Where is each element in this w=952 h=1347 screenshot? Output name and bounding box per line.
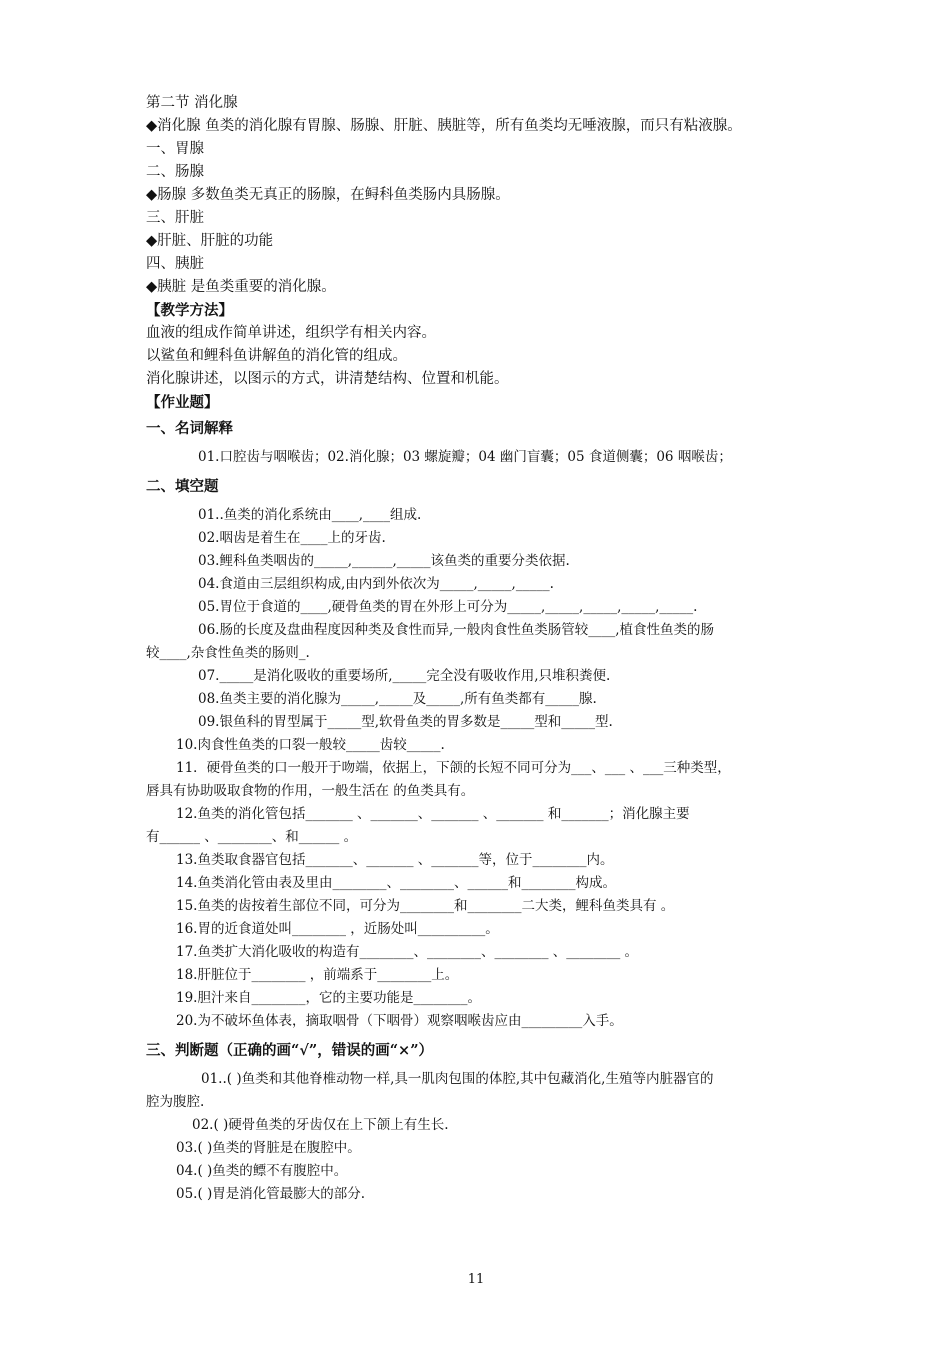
item-pancreas-desc: ◆胰脏 是鱼类重要的消化腺。 — [146, 279, 336, 295]
teaching-heading: 【教学方法】 — [146, 302, 233, 319]
document-page — [146, 92, 816, 1206]
fill-question: 17.鱼类扩大消化吸收的构造有________、________、________ 、________ 。 — [176, 944, 639, 960]
fill-question: 15.鱼类的齿按着生部位不同，可分为________和________二大类，鲤科鱼类具有 。 — [176, 898, 675, 914]
judge-question: 05.( )胃是消化管最膨大的部分. — [176, 1186, 366, 1202]
judge-question: 02.( )硬骨鱼类的牙齿仅在上下颌上有生长. — [192, 1117, 449, 1133]
intro-paragraph: ◆消化腺 鱼类的消化腺有胃腺、肠腺、肝脏、胰脏等，所有鱼类均无唾液腺，而只有粘液腺。 — [146, 118, 742, 134]
fill-question: 01..鱼类的消化系统由____,____组成. — [198, 507, 422, 523]
fill-question: 03.鲤科鱼类咽齿的_____,______,_____该鱼类的重要分类依据. — [198, 553, 570, 569]
fill-question: 08.鱼类主要的消化腺为_____,_____及_____,所有鱼类都有_____腺. — [198, 691, 597, 707]
fill-question: 06.肠的长度及盘曲程度因种类及食性而异,一般肉食性鱼类肠管较____,植食性鱼类的肠 — [198, 622, 715, 638]
item-intestinal-gland: 二、肠腺 — [146, 164, 204, 180]
fill-question: 10.肉食性鱼类的口裂一般较_____齿较_____. — [176, 737, 445, 753]
judge-heading: 三、判断题（正确的画“√”，错误的画“×”） — [146, 1042, 434, 1059]
terms-line: 01.口腔齿与咽喉齿；02.消化腺；03 螺旋瓣；04 幽门盲囊；05 食道侧囊；06 咽喉齿； — [198, 449, 732, 465]
fill-question: 09.银鱼科的胃型属于_____型,软骨鱼类的胃多数是_____型和_____型. — [198, 714, 613, 730]
fill-question-cont: 较____,杂食性鱼类的肠则_. — [146, 645, 310, 661]
fill-question: 02.咽齿是着生在____上的牙齿. — [198, 530, 386, 546]
judge-question: 04.( )鱼类的鳔不有腹腔中。 — [176, 1163, 348, 1179]
judge-question-cont: 腔为腹腔. — [146, 1094, 205, 1110]
page-number: 11 — [467, 1272, 485, 1287]
fill-question: 16.胃的近食道处叫________ ，近肠处叫__________。 — [176, 921, 499, 937]
judge-question: 03.( )鱼类的肾脏是在腹腔中。 — [176, 1140, 361, 1156]
item-stomach-gland: 一、胃腺 — [146, 141, 204, 157]
fill-question: 13.鱼类取食器官包括_______、_______ 、_______等，位于________内。 — [176, 852, 614, 868]
fill-question: 14.鱼类消化管由表及里由________、________、______和________构成。 — [176, 875, 616, 891]
fill-question: 12.鱼类的消化管包括_______ 、_______、_______ 、_______ 和_______；消化腺主要 — [176, 806, 690, 822]
teaching-line: 消化腺讲述，以图示的方式，讲清楚结构、位置和机能。 — [146, 371, 509, 387]
fill-heading: 二、填空题 — [146, 478, 219, 495]
fill-question: 04.食道由三层组织构成,由内到外依次为_____,_____,_____. — [198, 576, 554, 592]
homework-heading: 【作业题】 — [146, 394, 219, 411]
fill-question-cont: 有______ 、________、和______ 。 — [146, 829, 358, 845]
teaching-line: 以鲨鱼和鲤科鱼讲解鱼的消化管的组成。 — [146, 348, 407, 364]
fill-question: 11．硬骨鱼类的口一般开于吻端，依据上，下颌的长短不同可分为___、___ 、___三种类型， — [176, 760, 731, 776]
item-liver: 三、肝脏 — [146, 210, 204, 226]
section-title: 第二节 消化腺 — [146, 95, 238, 111]
terms-heading: 一、名词解释 — [146, 420, 233, 437]
item-pancreas: 四、胰脏 — [146, 256, 204, 272]
item-liver-desc: ◆肝脏、肝脏的功能 — [146, 233, 274, 249]
fill-question: 05.胃位于食道的____,硬骨鱼类的胃在外形上可分为_____,_____,_____,_____,_____. — [198, 599, 698, 615]
fill-question: 20.为不破坏鱼体表，摘取咽骨（下咽骨）观察咽喉齿应由_________入手。 — [176, 1013, 623, 1029]
fill-question: 18.肝脏位于________ ，前端系于________上。 — [176, 967, 459, 983]
fill-question: 19.胆汁来自________，它的主要功能是________。 — [176, 990, 481, 1006]
item-intestinal-gland-desc: ◆肠腺 多数鱼类无真正的肠腺，在鲟科鱼类肠内具肠腺。 — [146, 187, 510, 203]
fill-question: 07._____是消化吸收的重要场所,_____完全没有吸收作用,只堆积粪便. — [198, 668, 611, 684]
fill-question-cont: 唇具有协助吸取食物的作用，一般生活在 的鱼类具有。 — [146, 783, 475, 799]
teaching-line: 血液的组成作简单讲述，组织学有相关内容。 — [146, 325, 436, 341]
judge-question: 01..( )鱼类和其他脊椎动物一样,具一肌肉包围的体腔,其中包藏消化,生殖等内脏器官的 — [201, 1071, 714, 1087]
